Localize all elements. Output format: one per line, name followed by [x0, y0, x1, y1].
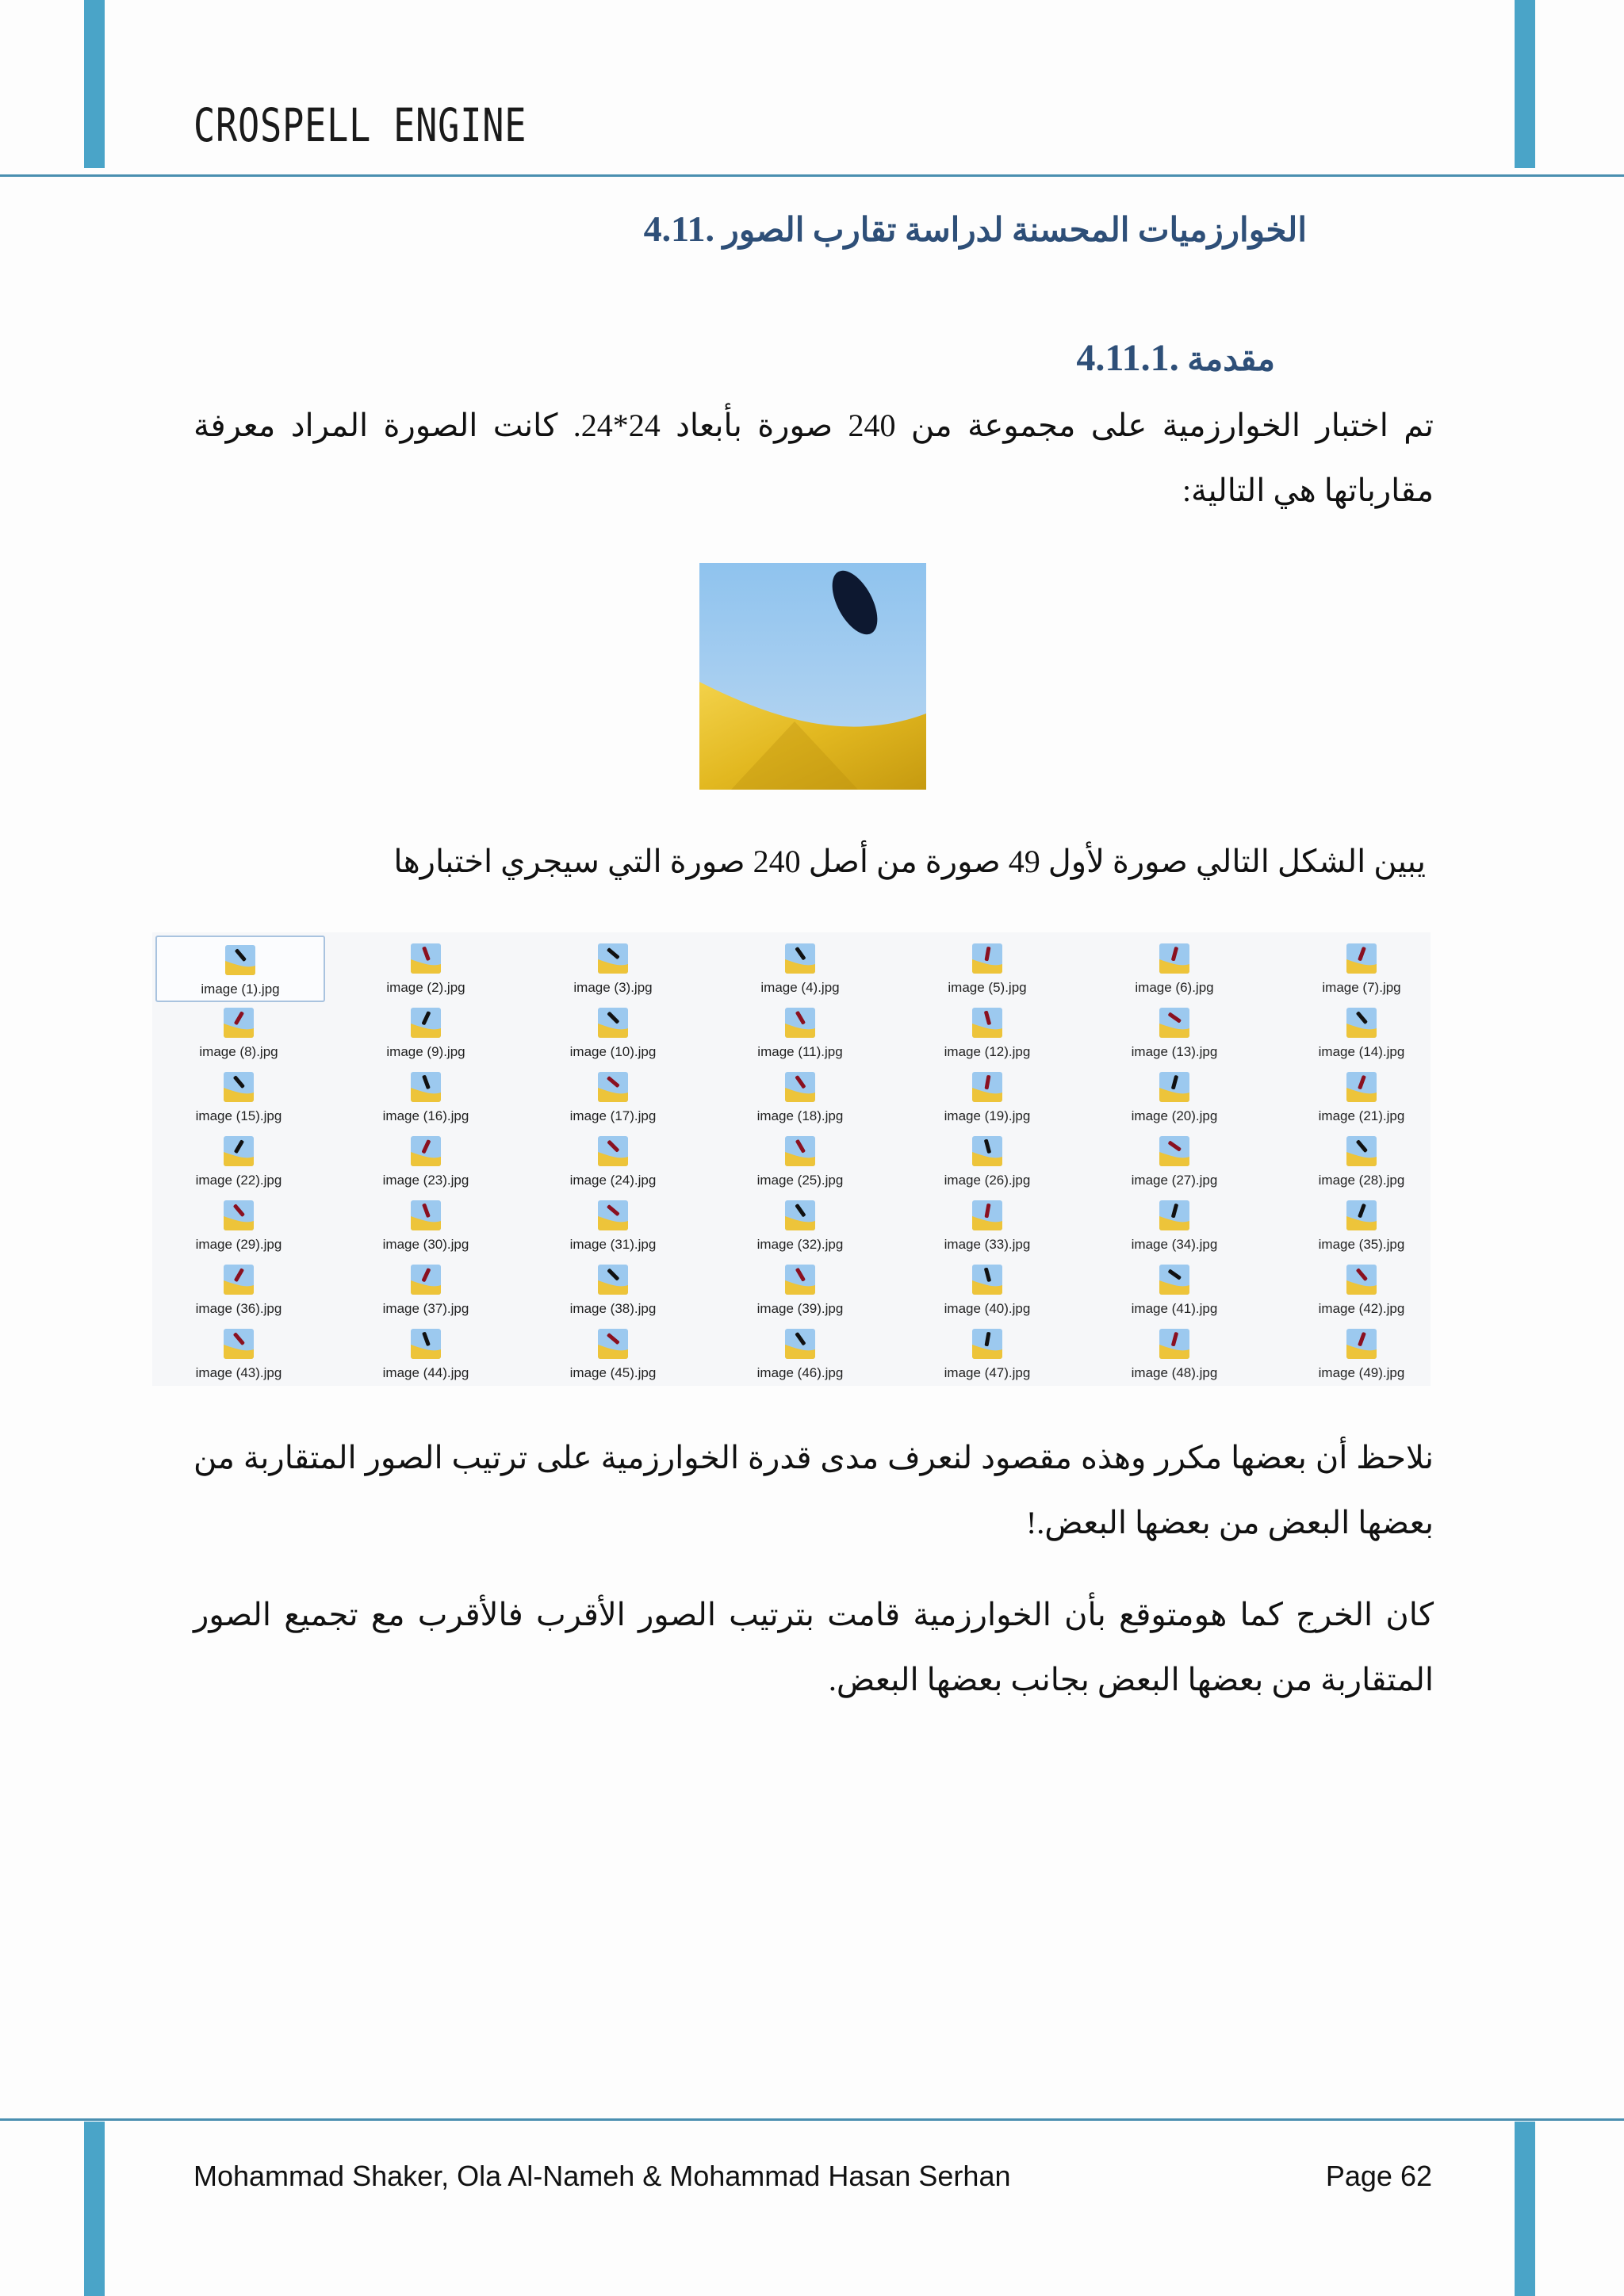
- file-item[interactable]: [1278, 1000, 1445, 1063]
- file-name-label: image (6).jpg: [1135, 980, 1214, 995]
- image-thumbnail-icon: [1346, 1200, 1377, 1230]
- file-name-label: image (33).jpg: [944, 1237, 1031, 1252]
- file-name-label: image (43).jpg: [195, 1365, 282, 1380]
- subsection-title: مقدمة: [1187, 342, 1275, 378]
- file-item[interactable]: [155, 1128, 322, 1192]
- file-name-label: image (46).jpg: [756, 1365, 844, 1380]
- file-item[interactable]: [343, 1321, 509, 1384]
- file-name-label: image (20).jpg: [1131, 1108, 1218, 1123]
- file-name-label: image (26).jpg: [944, 1173, 1031, 1188]
- image-thumbnail-icon: [411, 1329, 441, 1359]
- file-name-label: image (35).jpg: [1318, 1237, 1405, 1252]
- image-thumbnail-icon: [1159, 1072, 1189, 1102]
- file-name-label: image (48).jpg: [1131, 1365, 1218, 1380]
- file-name-label: image (3).jpg: [573, 980, 653, 995]
- file-name-label: image (11).jpg: [757, 1044, 843, 1059]
- image-thumbnail-icon: [1346, 1329, 1377, 1359]
- file-item[interactable]: [1091, 1064, 1258, 1127]
- file-name-label: image (12).jpg: [944, 1044, 1031, 1059]
- image-thumbnail-icon: [224, 1072, 254, 1102]
- image-thumbnail-icon: [411, 1265, 441, 1295]
- file-name-label: image (42).jpg: [1318, 1301, 1405, 1316]
- file-item[interactable]: [155, 936, 325, 1002]
- file-item[interactable]: [530, 1257, 696, 1320]
- section-heading: [549, 208, 1307, 250]
- file-name-label: image (32).jpg: [756, 1237, 844, 1252]
- image-thumbnail-icon: [972, 1200, 1002, 1230]
- file-item[interactable]: [1091, 1000, 1258, 1063]
- header-rule: [0, 174, 1624, 177]
- file-item[interactable]: [904, 1064, 1071, 1127]
- image-thumbnail-icon: [598, 1008, 628, 1038]
- file-item[interactable]: [343, 936, 509, 999]
- figure-intro-paragraph: يبين الشكل التالي صورة لأول 49 صورة من أصل 240 صورة التي سيجري اختبارها: [393, 844, 1426, 879]
- file-name-label: image (4).jpg: [760, 980, 840, 995]
- file-name-label: image (40).jpg: [944, 1301, 1031, 1316]
- image-thumbnail-icon: [785, 1200, 815, 1230]
- image-thumbnail-icon: [972, 1136, 1002, 1166]
- image-thumbnail-icon: [785, 1072, 815, 1102]
- image-thumbnail-icon: [224, 1136, 254, 1166]
- file-name-label: image (9).jpg: [386, 1044, 465, 1059]
- image-thumbnail-icon: [411, 1072, 441, 1102]
- file-item[interactable]: [343, 1128, 509, 1192]
- image-thumbnail-icon: [972, 943, 1002, 974]
- file-name-label: image (10).jpg: [569, 1044, 657, 1059]
- image-thumbnail-icon: [598, 1136, 628, 1166]
- file-item[interactable]: [530, 936, 696, 999]
- file-name-label: image (17).jpg: [569, 1108, 657, 1123]
- file-item[interactable]: [904, 1000, 1071, 1063]
- file-name-label: image (15).jpg: [195, 1108, 282, 1123]
- file-name-label: image (13).jpg: [1131, 1044, 1218, 1059]
- file-item[interactable]: [1278, 1064, 1445, 1127]
- file-item[interactable]: [1091, 1321, 1258, 1384]
- file-name-label: image (47).jpg: [944, 1365, 1031, 1380]
- file-item[interactable]: [1091, 1128, 1258, 1192]
- file-name-label: image (39).jpg: [756, 1301, 844, 1316]
- file-name-label: image (31).jpg: [569, 1237, 657, 1252]
- file-name-label: image (30).jpg: [382, 1237, 469, 1252]
- image-thumbnail-icon: [972, 1008, 1002, 1038]
- file-grid: [152, 932, 1431, 1386]
- footer-left-bar: [84, 2122, 105, 2296]
- file-item[interactable]: [904, 1128, 1071, 1192]
- image-thumbnail-icon: [785, 943, 815, 974]
- section-title: الخوارزميات المحسنة لدراسة تقارب الصور: [722, 212, 1307, 249]
- file-item[interactable]: [530, 1128, 696, 1192]
- file-name-label: image (14).jpg: [1318, 1044, 1405, 1059]
- file-name-label: image (44).jpg: [382, 1365, 469, 1380]
- file-item[interactable]: [717, 1000, 883, 1063]
- file-name-label: image (1).jpg: [201, 982, 280, 997]
- file-item[interactable]: [904, 936, 1071, 999]
- file-name-label: image (37).jpg: [382, 1301, 469, 1316]
- footer-right-bar: [1515, 2122, 1535, 2296]
- image-thumbnail-icon: [598, 1265, 628, 1295]
- image-thumbnail-icon: [224, 1200, 254, 1230]
- file-name-label: image (34).jpg: [1131, 1237, 1218, 1252]
- file-item[interactable]: [155, 1192, 322, 1256]
- file-item[interactable]: [530, 1321, 696, 1384]
- image-thumbnail-icon: [411, 1008, 441, 1038]
- image-thumbnail-icon: [785, 1136, 815, 1166]
- result-paragraph: كان الخرج كما هومتوقع بأن الخوارزمية قامت بترتيب الصور الأقرب فالأقرب مع تجميع الصور المتقاربة من بعضها البعض بجانب بعضها البعض.: [193, 1597, 1434, 1697]
- image-thumbnail-icon: [785, 1329, 815, 1359]
- file-item[interactable]: [1278, 936, 1445, 999]
- file-item[interactable]: [1091, 1192, 1258, 1256]
- file-name-label: image (36).jpg: [195, 1301, 282, 1316]
- image-thumbnail-icon: [1159, 943, 1189, 974]
- file-item[interactable]: [717, 1192, 883, 1256]
- file-name-label: image (19).jpg: [944, 1108, 1031, 1123]
- file-item[interactable]: [155, 1321, 322, 1384]
- image-thumbnail-icon: [1159, 1136, 1189, 1166]
- file-item[interactable]: [343, 1000, 509, 1063]
- image-thumbnail-icon: [972, 1265, 1002, 1295]
- file-name-label: image (28).jpg: [1318, 1173, 1405, 1188]
- header-title: CROSPELL ENGINE: [193, 98, 527, 152]
- file-item[interactable]: [717, 1257, 883, 1320]
- file-item[interactable]: [1278, 1192, 1445, 1256]
- file-name-label: image (24).jpg: [569, 1173, 657, 1188]
- image-thumbnail-icon: [1159, 1008, 1189, 1038]
- file-name-label: image (21).jpg: [1318, 1108, 1405, 1123]
- image-thumbnail-icon: [1346, 1008, 1377, 1038]
- file-name-label: image (7).jpg: [1322, 980, 1401, 995]
- subsection-heading: [1057, 336, 1275, 380]
- image-thumbnail-icon: [411, 943, 441, 974]
- image-thumbnail-icon: [225, 945, 255, 975]
- image-thumbnail-icon: [785, 1265, 815, 1295]
- footer-rule: [0, 2118, 1624, 2121]
- image-thumbnail-icon: [1159, 1200, 1189, 1230]
- image-thumbnail-icon: [1346, 1072, 1377, 1102]
- header-right-bar: [1515, 0, 1535, 168]
- file-item[interactable]: [155, 1000, 322, 1063]
- image-thumbnail-icon: [224, 1008, 254, 1038]
- file-item[interactable]: [1278, 1321, 1445, 1384]
- image-thumbnail-icon: [972, 1329, 1002, 1359]
- file-name-label: image (29).jpg: [195, 1237, 282, 1252]
- file-name-label: image (18).jpg: [756, 1108, 844, 1123]
- file-name-label: image (38).jpg: [569, 1301, 657, 1316]
- file-name-label: image (8).jpg: [199, 1044, 278, 1059]
- image-thumbnail-icon: [972, 1072, 1002, 1102]
- file-name-label: image (16).jpg: [382, 1108, 469, 1123]
- header-left-bar: [84, 0, 105, 168]
- file-name-label: image (49).jpg: [1318, 1365, 1405, 1380]
- image-thumbnail-icon: [598, 1072, 628, 1102]
- section-number: .4.11: [643, 209, 715, 249]
- file-item[interactable]: [717, 1128, 883, 1192]
- image-thumbnail-icon: [785, 1008, 815, 1038]
- image-thumbnail-icon: [224, 1265, 254, 1295]
- observation-paragraph: نلاحظ أن بعضها مكرر وهذه مقصود لنعرف مدى قدرة الخوارزمية على ترتيب الصور المتقاربة من بعضها البعض من بعضها البعض.!: [193, 1440, 1434, 1540]
- file-item[interactable]: [155, 1064, 322, 1127]
- file-item[interactable]: [530, 1192, 696, 1256]
- subsection-number: .4.11.1: [1076, 337, 1179, 379]
- file-name-label: image (22).jpg: [195, 1173, 282, 1188]
- file-name-label: image (45).jpg: [569, 1365, 657, 1380]
- file-item[interactable]: [1091, 1257, 1258, 1320]
- intro-paragraph: تم اختبار الخوارزمية على مجموعة من 240 صورة بأبعاد 24*24. كانت الصورة المراد معرفة مقارباتها هي التالية:: [193, 408, 1434, 508]
- file-name-label: image (27).jpg: [1131, 1173, 1218, 1188]
- file-item[interactable]: [717, 1064, 883, 1127]
- file-item[interactable]: [530, 1064, 696, 1127]
- file-item[interactable]: [1278, 1128, 1445, 1192]
- file-name-label: image (23).jpg: [382, 1173, 469, 1188]
- image-thumbnail-icon: [224, 1329, 254, 1359]
- file-item[interactable]: [904, 1257, 1071, 1320]
- file-item[interactable]: [343, 1257, 509, 1320]
- image-thumbnail-icon: [1159, 1265, 1189, 1295]
- image-thumbnail-icon: [598, 1200, 628, 1230]
- file-item[interactable]: [904, 1192, 1071, 1256]
- footer-authors: Mohammad Shaker, Ola Al-Nameh & Mohammad Hasan Serhan: [193, 2160, 1011, 2192]
- image-thumbnail-icon: [411, 1200, 441, 1230]
- file-name-label: image (2).jpg: [386, 980, 465, 995]
- image-thumbnail-icon: [598, 1329, 628, 1359]
- footer-page-number: Page 62: [1325, 2160, 1432, 2192]
- file-name-label: image (5).jpg: [948, 980, 1027, 995]
- image-thumbnail-icon: [1346, 1265, 1377, 1295]
- image-thumbnail-icon: [411, 1136, 441, 1166]
- file-item[interactable]: [717, 936, 883, 999]
- file-name-label: image (41).jpg: [1131, 1301, 1218, 1316]
- image-thumbnail-icon: [1346, 1136, 1377, 1166]
- image-thumbnail-icon: [1159, 1329, 1189, 1359]
- file-item[interactable]: [717, 1321, 883, 1384]
- file-item[interactable]: [1278, 1257, 1445, 1320]
- image-thumbnail-icon: [1346, 943, 1377, 974]
- file-name-label: image (25).jpg: [756, 1173, 844, 1188]
- file-item[interactable]: [343, 1192, 509, 1256]
- file-item[interactable]: [155, 1257, 322, 1320]
- image-thumbnail-icon: [598, 943, 628, 974]
- file-item[interactable]: [343, 1064, 509, 1127]
- file-item[interactable]: [530, 1000, 696, 1063]
- file-item[interactable]: [904, 1321, 1071, 1384]
- query-image: [699, 563, 926, 790]
- file-item[interactable]: [1091, 936, 1258, 999]
